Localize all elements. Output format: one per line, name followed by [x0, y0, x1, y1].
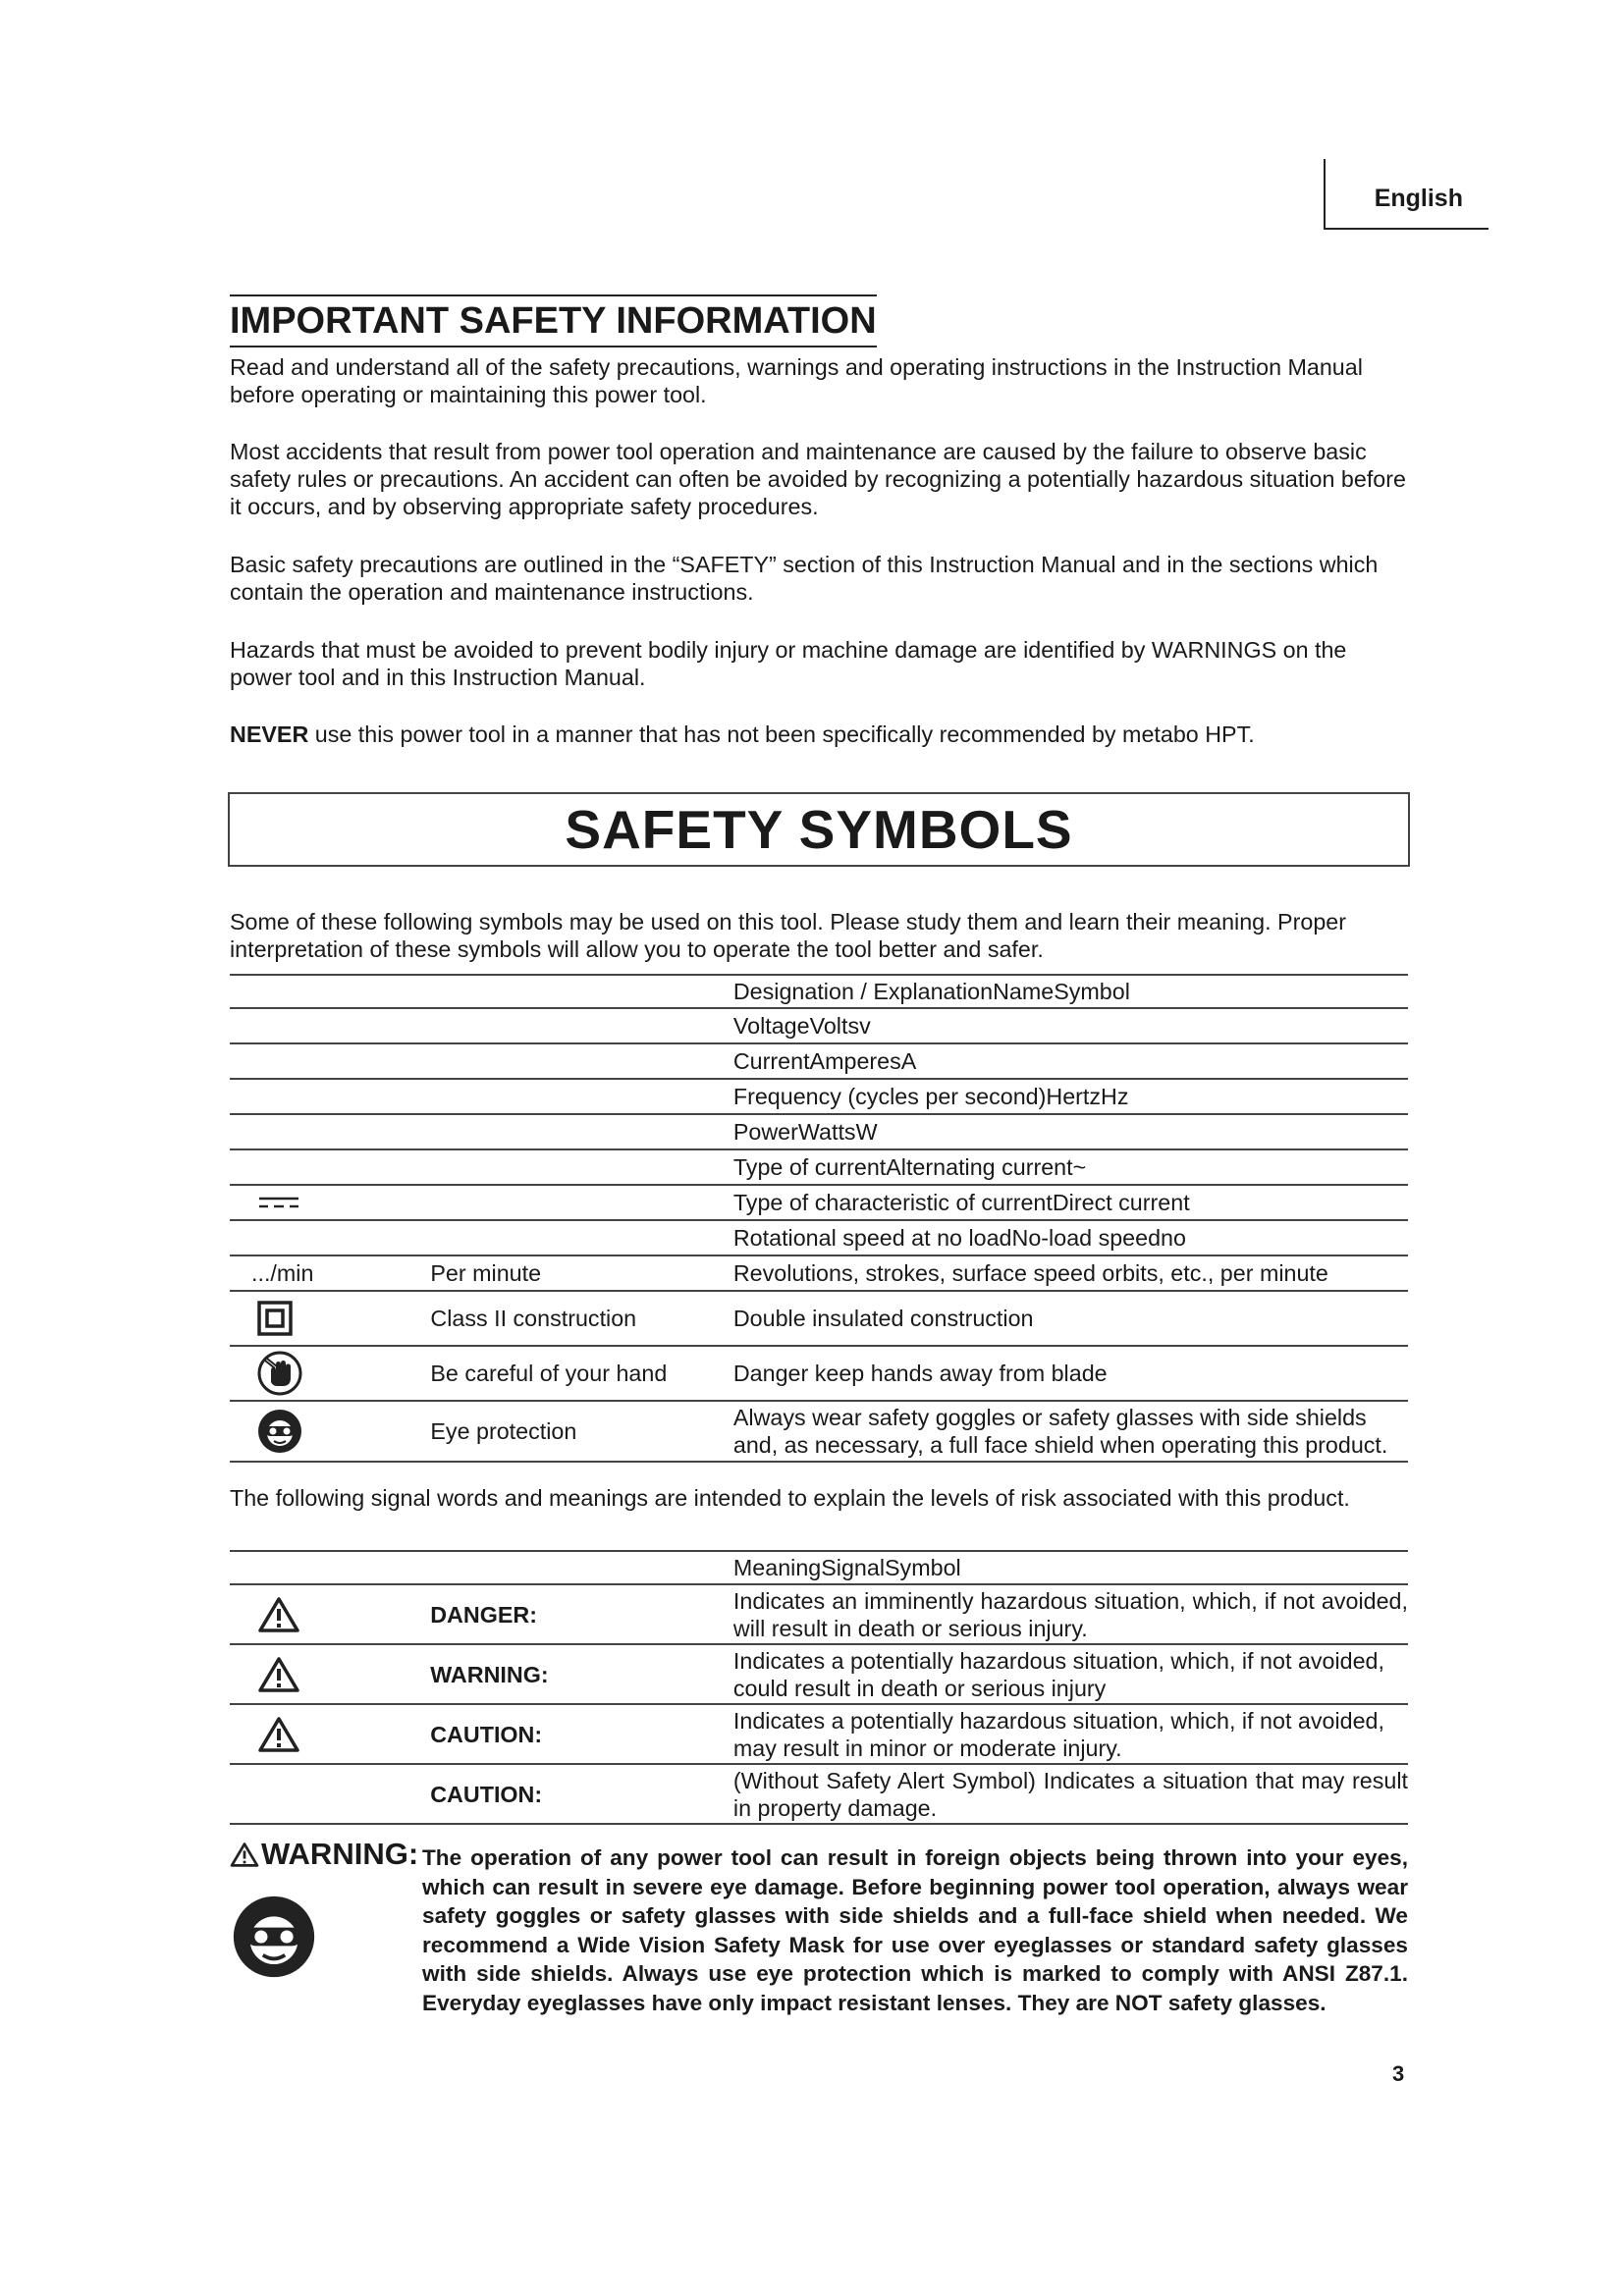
page-number: 3	[1392, 2061, 1405, 2086]
safety-alert-icon	[257, 1596, 300, 1633]
table-cell: Type of characteristic of currentDirect current	[733, 1185, 1408, 1220]
never-text: use this power tool in a manner that has not been specifically recommended by metabo HPT.	[308, 721, 1255, 747]
language-tab	[1324, 159, 1489, 230]
intro-paragraph-3: Basic safety precautions are outlined in the “SAFETY” section of this Instruction Manual and in the sections which contain the operation and maintenance instructions.	[230, 552, 1379, 605]
signal-word-caution-no-symbol: CAUTION:	[430, 1764, 733, 1824]
eye-protection-icon	[232, 1895, 316, 1979]
table-row	[230, 1149, 1408, 1185]
warning-heading	[230, 1837, 418, 1872]
table-cell: Type of currentAlternating current~	[733, 1149, 1408, 1185]
intro-paragraph-4: Hazards that must be avoided to prevent bodily injury or machine damage are identified by WARNINGS on the power tool and in this Instruction Manual.	[230, 637, 1347, 690]
per-minute-symbol: .../min	[230, 1255, 430, 1291]
table-cell: Indicates a potentially hazardous situation, which, if not avoided, may result in minor or moderate injury.	[733, 1704, 1408, 1764]
symbols-intro: Some of these following symbols may be used on this tool. Please study them and learn their meaning. Proper interpretation of these symbols will allow you to operate the tool better and safer.	[230, 909, 1346, 962]
table-cell: Danger keep hands away from blade	[733, 1346, 1408, 1401]
table-cell: Double insulated construction	[733, 1291, 1408, 1346]
never-emphasis: NEVER	[230, 721, 309, 747]
table-cell: Indicates an imminently hazardous situation, which, if not avoided, will result in death or serious injury.	[733, 1584, 1408, 1644]
table-row	[230, 1346, 1408, 1401]
safety-alert-icon	[257, 1716, 300, 1753]
table-row	[230, 1644, 1408, 1704]
table-cell: CurrentAmperesA	[733, 1043, 1408, 1079]
signal-words-intro: The following signal words and meanings are intended to explain the levels of risk associated with this product.	[230, 1485, 1350, 1511]
table-row	[230, 1079, 1408, 1114]
table-row	[230, 1255, 1408, 1291]
table-cell: Per minute	[430, 1255, 732, 1291]
table-row	[230, 1291, 1408, 1346]
signal-header-cell: MeaningSignalSymbol	[733, 1551, 1408, 1584]
table-row	[230, 1551, 1408, 1584]
symbols-table	[230, 974, 1408, 1463]
table-cell: Eye protection	[430, 1401, 732, 1462]
table-cell: Class II construction	[430, 1291, 732, 1346]
warning-text: The operation of any power tool can result in foreign objects being thrown into your eyes, which can result in severe eye damage. Before beginning power tool operation, always wear safety goggles or safety glasses with side shields and a full-face shield when needed. We recommend a Wide Vision Safety Mask for use over eyeglasses or standard safety glasses with side shields. Always use eye protection which is marked to comply with ANSI Z87.1. Everyday eyeglasses have only impact resistant lenses. They are NOT safety glasses.	[422, 1845, 1408, 2015]
table-cell: Frequency (cycles per second)HertzHz	[733, 1079, 1408, 1114]
safety-symbols-title: SAFETY SYMBOLS	[565, 799, 1073, 860]
table-row	[230, 1704, 1408, 1764]
table-row	[230, 1185, 1408, 1220]
table-cell: Be careful of your hand	[430, 1346, 732, 1401]
safety-alert-icon	[257, 1656, 300, 1693]
table-row	[230, 1584, 1408, 1644]
table-row	[230, 1043, 1408, 1079]
table-row	[230, 1008, 1408, 1043]
table-cell: Indicates a potentially hazardous situation, which, if not avoided, could result in death or serious injury	[733, 1644, 1408, 1704]
table-cell: Revolutions, strokes, surface speed orbits, etc., per minute	[733, 1255, 1408, 1291]
signal-words-table	[230, 1550, 1408, 1825]
direct-current-icon	[257, 1196, 300, 1209]
table-cell: Rotational speed at no loadNo-load speedno	[733, 1220, 1408, 1255]
table-cell: Always wear safety goggles or safety glasses with side shields and, as necessary, a full face shield when operating this product.	[733, 1401, 1408, 1462]
signal-word-warning: WARNING:	[430, 1644, 733, 1704]
intro-paragraph-2: Most accidents that result from power tool operation and maintenance are caused by the failure to observe basic safety rules or precautions. An accident can often be avoided by recognizing a potentially hazardous situation before it occurs, and by observing appropriate safety procedures.	[230, 439, 1406, 519]
intro-paragraph-5	[230, 721, 1408, 748]
language-label: English	[1374, 185, 1463, 212]
table-cell: VoltageVoltsv	[733, 1008, 1408, 1043]
table-row	[230, 975, 1408, 1008]
table-row	[230, 1114, 1408, 1149]
class-ii-construction-icon	[257, 1301, 293, 1336]
table-cell: PowerWattsW	[733, 1114, 1408, 1149]
eye-protection-icon	[257, 1409, 302, 1454]
warning-label: WARNING:	[261, 1837, 419, 1871]
important-safety-title: IMPORTANT SAFETY INFORMATION	[230, 294, 877, 347]
table-row	[230, 1401, 1408, 1462]
table-row	[230, 1764, 1408, 1824]
hand-caution-icon	[257, 1351, 302, 1396]
signal-word-danger: DANGER:	[430, 1584, 733, 1644]
table-cell: (Without Safety Alert Symbol) Indicates a situation that may result in property damage.	[733, 1764, 1408, 1824]
signal-word-caution: CAUTION:	[430, 1704, 733, 1764]
safety-alert-icon	[230, 1842, 259, 1868]
symbols-header-cell: Designation / ExplanationNameSymbol	[733, 975, 1408, 1008]
safety-symbols-box	[228, 792, 1410, 867]
intro-paragraph-1: Read and understand all of the safety precautions, warnings and operating instructions in the Instruction Manual before operating or maintaining this power tool.	[230, 354, 1363, 407]
table-row	[230, 1220, 1408, 1255]
